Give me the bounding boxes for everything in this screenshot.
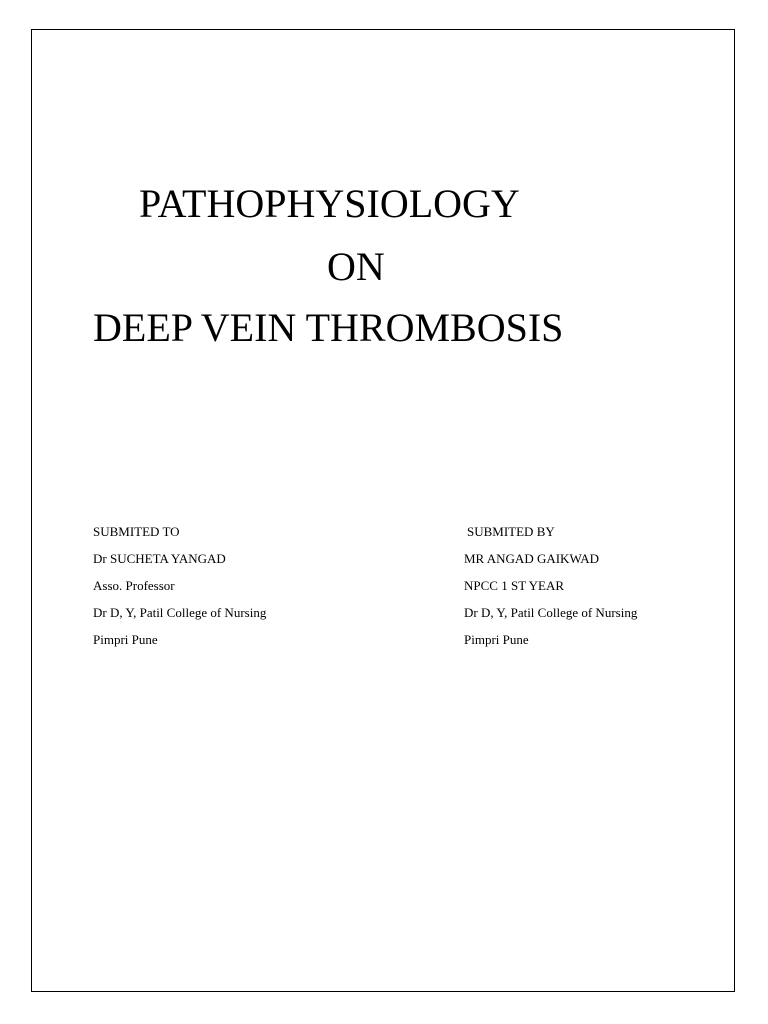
submitted-by-name: MR ANGAD GAIKWAD — [464, 551, 600, 566]
submitted-to-institution: Dr D, Y, Patil College of Nursing — [93, 605, 267, 620]
title-line-3: DEEP VEIN THROMBOSIS — [93, 305, 564, 350]
submitted-to-heading: SUBMITED TO — [93, 524, 180, 539]
submitted-by-block — [464, 518, 637, 653]
submitted-by-heading: SUBMITED BY — [467, 524, 555, 539]
submitted-to-name: Dr SUCHETA YANGAD — [93, 551, 226, 566]
submitted-to-block — [93, 518, 266, 653]
submitted-by-institution: Dr D, Y, Patil College of Nursing — [464, 605, 638, 620]
submitted-by-location: Pimpri Pune — [464, 632, 529, 647]
submitted-by-designation: NPCC 1 ST YEAR — [464, 578, 565, 593]
title-line-1: PATHOPHYSIOLOGY — [139, 181, 520, 226]
title-line-2: ON — [327, 244, 385, 289]
submitted-to-designation: Asso. Professor — [93, 578, 175, 593]
page-border — [31, 29, 735, 992]
submitted-to-location: Pimpri Pune — [93, 632, 158, 647]
